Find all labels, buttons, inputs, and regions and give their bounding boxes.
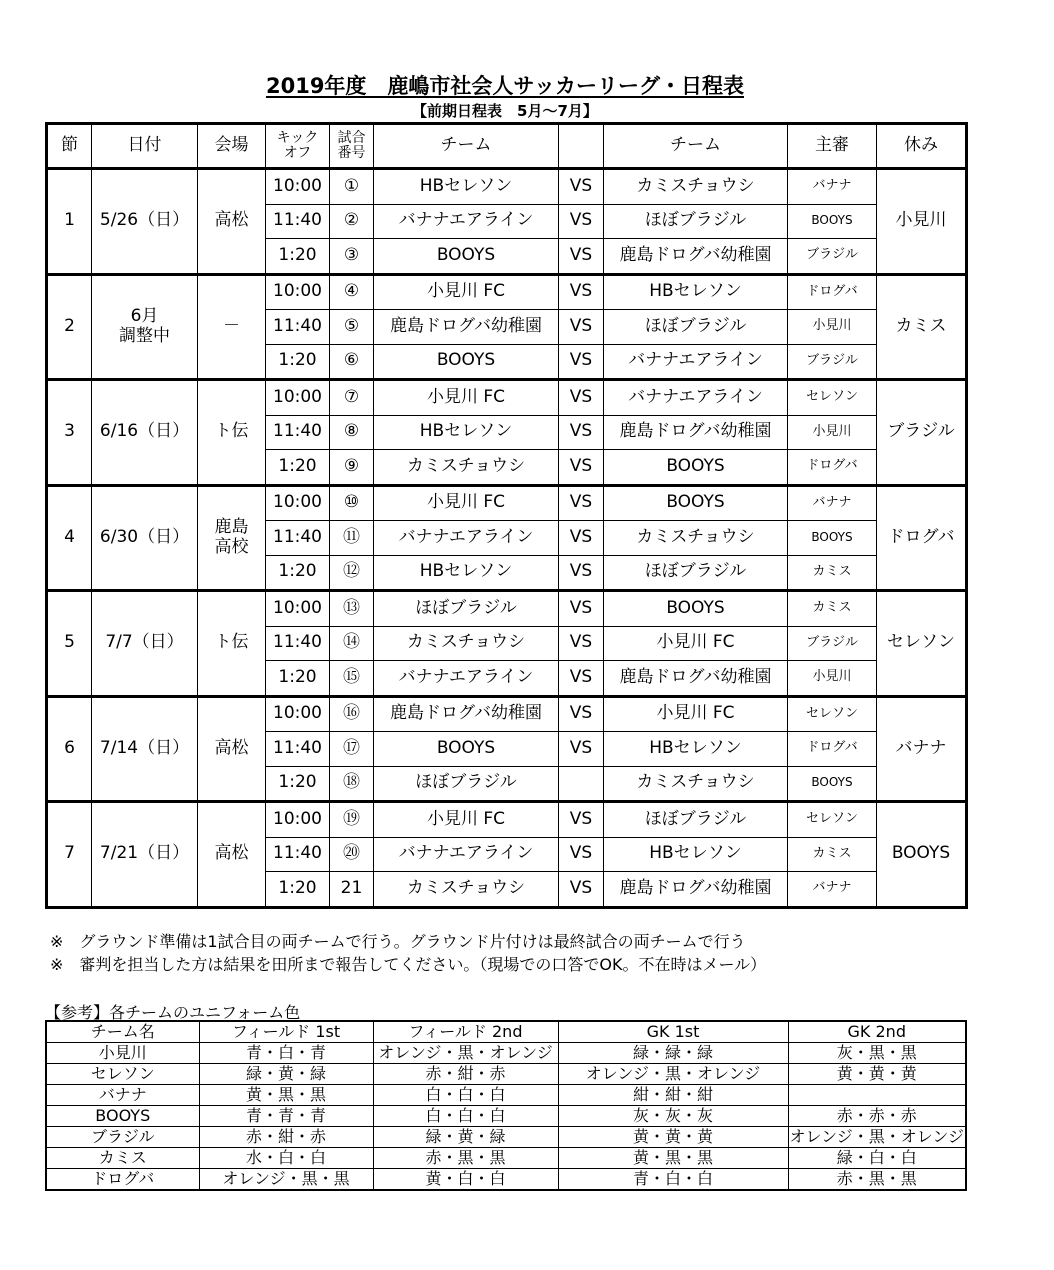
round-number: 1 <box>47 169 92 275</box>
referee: セレソン <box>788 696 877 732</box>
referee: ドログバ <box>788 450 877 486</box>
round-number: 3 <box>47 380 92 486</box>
team1-name: ほぼブラジル <box>374 591 559 627</box>
uniform-color-cell: 緑・緑・緑 <box>558 1043 788 1064</box>
team1-name: ほぼブラジル <box>374 766 559 802</box>
rest-team: 小見川 <box>877 169 967 275</box>
kickoff-time: 1:20 <box>266 450 330 486</box>
schedule-body <box>47 169 967 908</box>
match-number: ⑫ <box>330 555 374 591</box>
uniform-color-cell: 白・白・白 <box>373 1085 558 1106</box>
uniform-row <box>46 1169 966 1191</box>
team2-name: HBセレソン <box>604 274 788 310</box>
team2-name: ほぼブラジル <box>604 802 788 838</box>
page-title-text: 2019年度 鹿嶋市社会人サッカーリーグ・日程表 <box>265 74 745 98</box>
header-rest: 休み <box>877 124 967 169</box>
team1-name: BOOYS <box>374 732 559 767</box>
referee: ドログバ <box>788 732 877 767</box>
vs-label: VS <box>559 485 604 521</box>
vs-label: VS <box>559 661 604 697</box>
team2-name: 鹿島ドログバ幼稚園 <box>604 872 788 908</box>
round-venue-line2: 高校 <box>214 536 249 557</box>
uniform-table <box>45 1020 967 1191</box>
note-item: ※ 審判を担当した方は結果を田所まで報告してください。（現場での口答でOK。不在時はメール） <box>50 955 767 974</box>
round-number: 6 <box>47 696 92 802</box>
team1-name: 小見川 FC <box>374 380 559 416</box>
vs-label: VS <box>559 239 604 275</box>
round-date-line1: 6/30（日） <box>99 526 190 547</box>
round-date <box>92 696 198 802</box>
uniform-row <box>46 1085 966 1106</box>
uniform-color-cell: 赤・黒・黒 <box>373 1148 558 1169</box>
header-referee: 主審 <box>788 124 877 169</box>
match-number: ⑰ <box>330 732 374 767</box>
match-number: ⑤ <box>330 310 374 345</box>
round-date <box>92 169 198 275</box>
team2-name: BOOYS <box>604 450 788 486</box>
uniform-color-cell: 黄・白・白 <box>373 1169 558 1191</box>
team2-name: カミスチョウシ <box>604 521 788 556</box>
team1-name: HBセレソン <box>374 169 559 205</box>
uniform-team-name: カミス <box>46 1148 199 1169</box>
kickoff-time: 10:00 <box>266 380 330 416</box>
kickoff-time: 1:20 <box>266 661 330 697</box>
vs-label: VS <box>559 696 604 732</box>
match-number: ⑦ <box>330 380 374 416</box>
header-date: 日付 <box>92 124 198 169</box>
referee: 小見川 <box>788 415 877 450</box>
match-number: ⑮ <box>330 661 374 697</box>
team1-name: 鹿島ドログバ幼稚園 <box>374 310 559 345</box>
round-date-line1: 7/7（日） <box>105 632 184 653</box>
round-venue <box>198 485 266 591</box>
rest-team: BOOYS <box>877 802 967 908</box>
match-number: ⑪ <box>330 521 374 556</box>
uniform-header-cell: フィールド 2nd <box>373 1021 558 1043</box>
uniform-team-name: バナナ <box>46 1085 199 1106</box>
header-round: 節 <box>47 124 92 169</box>
referee: ブラジル <box>788 239 877 275</box>
team1-name: カミスチョウシ <box>374 872 559 908</box>
header-kickoff-line1: キック <box>276 129 319 146</box>
match-number: 21 <box>330 872 374 908</box>
uniform-color-cell: 黄・黒・黒 <box>558 1148 788 1169</box>
uniform-color-cell: オレンジ・黒・オレンジ <box>558 1064 788 1085</box>
uniform-team-name: 小見川 <box>46 1043 199 1064</box>
referee: BOOYS <box>788 521 877 556</box>
uniform-color-cell: 緑・黄・緑 <box>373 1127 558 1148</box>
team1-name: 鹿島ドログバ幼稚園 <box>374 696 559 732</box>
match-row <box>47 380 967 416</box>
uniform-color-cell: 赤・黒・黒 <box>788 1169 966 1191</box>
team2-name: 鹿島ドログバ幼稚園 <box>604 661 788 697</box>
referee: 小見川 <box>788 310 877 345</box>
team2-name: 鹿島ドログバ幼稚園 <box>604 239 788 275</box>
team1-name: BOOYS <box>374 344 559 380</box>
uniform-body <box>46 1043 966 1191</box>
team2-name: ほぼブラジル <box>604 310 788 345</box>
uniform-color-cell: 白・白・白 <box>373 1106 558 1127</box>
uniform-color-cell: オレンジ・黒・オレンジ <box>373 1043 558 1064</box>
team2-name: HBセレソン <box>604 732 788 767</box>
vs-label: VS <box>559 310 604 345</box>
team1-name: バナナエアライン <box>374 661 559 697</box>
header-kickoff-line2: オフ <box>283 145 312 161</box>
match-number: ⑳ <box>330 837 374 872</box>
team1-name: 小見川 FC <box>374 274 559 310</box>
uniform-color-cell: オレンジ・黒・黒 <box>199 1169 373 1191</box>
kickoff-time: 1:20 <box>266 766 330 802</box>
round-date <box>92 380 198 486</box>
vs-label: VS <box>559 591 604 627</box>
round-venue <box>198 696 266 802</box>
team1-name: BOOYS <box>374 239 559 275</box>
round-date-line2: 調整中 <box>119 325 170 346</box>
vs-label: VS <box>559 380 604 416</box>
team2-name: 小見川 FC <box>604 696 788 732</box>
round-venue <box>198 802 266 908</box>
vs-label: VS <box>559 204 604 239</box>
team2-name: ほぼブラジル <box>604 204 788 239</box>
uniform-color-cell: 緑・黄・緑 <box>199 1064 373 1085</box>
uniform-row <box>46 1064 966 1085</box>
notes <box>50 930 766 976</box>
header-match-line1: 試合 <box>337 129 366 146</box>
uniform-header-row <box>46 1021 966 1043</box>
match-number: ⑬ <box>330 591 374 627</box>
team1-name: バナナエアライン <box>374 837 559 872</box>
round-venue-line1: － <box>223 315 240 336</box>
vs-label: VS <box>559 802 604 838</box>
uniform-color-cell: 灰・灰・灰 <box>558 1106 788 1127</box>
team1-name: バナナエアライン <box>374 521 559 556</box>
uniform-color-cell <box>788 1085 966 1106</box>
team1-name: 小見川 FC <box>374 802 559 838</box>
uniform-header-cell: フィールド 1st <box>199 1021 373 1043</box>
vs-label: VS <box>559 872 604 908</box>
referee: ブラジル <box>788 626 877 661</box>
uniform-team-name: セレソン <box>46 1064 199 1085</box>
uniform-color-cell: 青・白・青 <box>199 1043 373 1064</box>
round-venue-line1: 高松 <box>214 737 249 758</box>
uniform-color-cell: 水・白・白 <box>199 1148 373 1169</box>
round-venue <box>198 591 266 697</box>
referee: バナナ <box>788 872 877 908</box>
team1-name: HBセレソン <box>374 555 559 591</box>
match-row <box>47 485 967 521</box>
kickoff-time: 1:20 <box>266 555 330 591</box>
kickoff-time: 11:40 <box>266 310 330 345</box>
uniform-color-cell: 緑・白・白 <box>788 1148 966 1169</box>
vs-label: VS <box>559 837 604 872</box>
uniform-row <box>46 1043 966 1064</box>
round-date <box>92 274 198 380</box>
uniform-team-name: ドログバ <box>46 1169 199 1191</box>
uniform-color-cell: 青・青・青 <box>199 1106 373 1127</box>
header-kickoff <box>266 124 330 169</box>
match-row <box>47 591 967 627</box>
vs-label: VS <box>559 732 604 767</box>
round-date-line1: 7/21（日） <box>99 843 190 864</box>
rest-team: ブラジル <box>877 380 967 486</box>
kickoff-time: 11:40 <box>266 626 330 661</box>
vs-label: VS <box>559 344 604 380</box>
uniform-color-cell: 黄・黄・黄 <box>558 1127 788 1148</box>
match-number: ① <box>330 169 374 205</box>
team2-name: バナナエアライン <box>604 344 788 380</box>
match-number: ③ <box>330 239 374 275</box>
round-venue <box>198 380 266 486</box>
round-date-line1: 6/16（日） <box>99 421 190 442</box>
schedule-header-row <box>47 124 967 169</box>
uniform-section-title: 【参考】各チームのユニフォーム色 <box>45 1003 301 1022</box>
referee: ドログバ <box>788 274 877 310</box>
uniform-header-cell: GK 2nd <box>788 1021 966 1043</box>
vs-label <box>559 766 604 802</box>
kickoff-time: 11:40 <box>266 204 330 239</box>
team1-name: バナナエアライン <box>374 204 559 239</box>
kickoff-time: 10:00 <box>266 802 330 838</box>
header-match-number <box>330 124 374 169</box>
kickoff-time: 11:40 <box>266 837 330 872</box>
rest-team: カミス <box>877 274 967 380</box>
uniform-color-cell: 紺・紺・紺 <box>558 1085 788 1106</box>
uniform-color-cell: 黄・黄・黄 <box>788 1064 966 1085</box>
page-title <box>0 70 1010 100</box>
referee: バナナ <box>788 169 877 205</box>
round-date-line1: 6月 <box>130 306 159 327</box>
uniform-header-cell: チーム名 <box>46 1021 199 1043</box>
header-vs <box>559 124 604 169</box>
kickoff-time: 1:20 <box>266 344 330 380</box>
rest-team: セレソン <box>877 591 967 697</box>
header-match-line2: 番号 <box>337 145 366 161</box>
round-number: 2 <box>47 274 92 380</box>
round-date <box>92 485 198 591</box>
team2-name: カミスチョウシ <box>604 766 788 802</box>
referee: カミス <box>788 591 877 627</box>
round-venue-line1: ト伝 <box>214 632 249 653</box>
round-venue-line1: 高松 <box>214 843 249 864</box>
uniform-color-cell: 黄・黒・黒 <box>199 1085 373 1106</box>
match-row <box>47 696 967 732</box>
kickoff-time: 1:20 <box>266 872 330 908</box>
team2-name: BOOYS <box>604 591 788 627</box>
referee: 小見川 <box>788 661 877 697</box>
match-number: ⑲ <box>330 802 374 838</box>
round-number: 7 <box>47 802 92 908</box>
round-venue <box>198 169 266 275</box>
round-number: 5 <box>47 591 92 697</box>
team2-name: HBセレソン <box>604 837 788 872</box>
match-number: ⑥ <box>330 344 374 380</box>
kickoff-time: 1:20 <box>266 239 330 275</box>
round-number: 4 <box>47 485 92 591</box>
referee: BOOYS <box>788 204 877 239</box>
team2-name: カミスチョウシ <box>604 169 788 205</box>
match-number: ⑭ <box>330 626 374 661</box>
referee: セレソン <box>788 380 877 416</box>
vs-label: VS <box>559 521 604 556</box>
round-date <box>92 591 198 697</box>
uniform-color-cell: 赤・紺・赤 <box>373 1064 558 1085</box>
team1-name: カミスチョウシ <box>374 450 559 486</box>
match-number: ⑱ <box>330 766 374 802</box>
vs-label: VS <box>559 555 604 591</box>
match-number: ⑯ <box>330 696 374 732</box>
team1-name: HBセレソン <box>374 415 559 450</box>
kickoff-time: 10:00 <box>266 591 330 627</box>
kickoff-time: 11:40 <box>266 415 330 450</box>
uniform-color-cell: 赤・紺・赤 <box>199 1127 373 1148</box>
header-team2: チーム <box>604 124 788 169</box>
header-team1: チーム <box>374 124 559 169</box>
vs-label: VS <box>559 450 604 486</box>
team2-name: 小見川 FC <box>604 626 788 661</box>
referee: カミス <box>788 837 877 872</box>
referee: BOOYS <box>788 766 877 802</box>
team1-name: 小見川 FC <box>374 485 559 521</box>
referee: バナナ <box>788 485 877 521</box>
team1-name: カミスチョウシ <box>374 626 559 661</box>
kickoff-time: 10:00 <box>266 274 330 310</box>
uniform-color-cell: 青・白・白 <box>558 1169 788 1191</box>
uniform-team-name: ブラジル <box>46 1127 199 1148</box>
kickoff-time: 10:00 <box>266 696 330 732</box>
round-date-line1: 7/14（日） <box>99 737 190 758</box>
schedule-table <box>45 122 968 909</box>
uniform-team-name: BOOYS <box>46 1106 199 1127</box>
match-number: ⑩ <box>330 485 374 521</box>
kickoff-time: 11:40 <box>266 521 330 556</box>
team2-name: BOOYS <box>604 485 788 521</box>
round-date-line1: 5/26（日） <box>99 210 190 231</box>
header-venue: 会場 <box>198 124 266 169</box>
match-number: ④ <box>330 274 374 310</box>
round-venue-line1: ト伝 <box>214 421 249 442</box>
vs-label: VS <box>559 169 604 205</box>
match-row <box>47 802 967 838</box>
round-venue-line1: 高松 <box>214 210 249 231</box>
uniform-row <box>46 1148 966 1169</box>
round-venue <box>198 274 266 380</box>
vs-label: VS <box>559 415 604 450</box>
vs-label: VS <box>559 626 604 661</box>
note-item: ※ グラウンド準備は1試合目の両チームで行う。グラウンド片付けは最終試合の両チームで行う <box>50 932 746 951</box>
team2-name: 鹿島ドログバ幼稚園 <box>604 415 788 450</box>
uniform-color-cell: オレンジ・黒・オレンジ <box>788 1127 966 1148</box>
round-venue-line1: 鹿島 <box>214 517 249 538</box>
match-row <box>47 274 967 310</box>
uniform-color-cell: 赤・赤・赤 <box>788 1106 966 1127</box>
uniform-row <box>46 1127 966 1148</box>
kickoff-time: 10:00 <box>266 169 330 205</box>
kickoff-time: 10:00 <box>266 485 330 521</box>
referee: カミス <box>788 555 877 591</box>
referee: セレソン <box>788 802 877 838</box>
referee: ブラジル <box>788 344 877 380</box>
round-date <box>92 802 198 908</box>
uniform-row <box>46 1106 966 1127</box>
page-subtitle: 【前期日程表 5月～7月】 <box>412 102 598 120</box>
team2-name: バナナエアライン <box>604 380 788 416</box>
match-number: ② <box>330 204 374 239</box>
uniform-color-cell: 灰・黒・黒 <box>788 1043 966 1064</box>
rest-team: バナナ <box>877 696 967 802</box>
match-number: ⑧ <box>330 415 374 450</box>
uniform-header-cell: GK 1st <box>558 1021 788 1043</box>
team2-name: ほぼブラジル <box>604 555 788 591</box>
vs-label: VS <box>559 274 604 310</box>
match-row <box>47 169 967 205</box>
kickoff-time: 11:40 <box>266 732 330 767</box>
match-number: ⑨ <box>330 450 374 486</box>
rest-team: ドログバ <box>877 485 967 591</box>
